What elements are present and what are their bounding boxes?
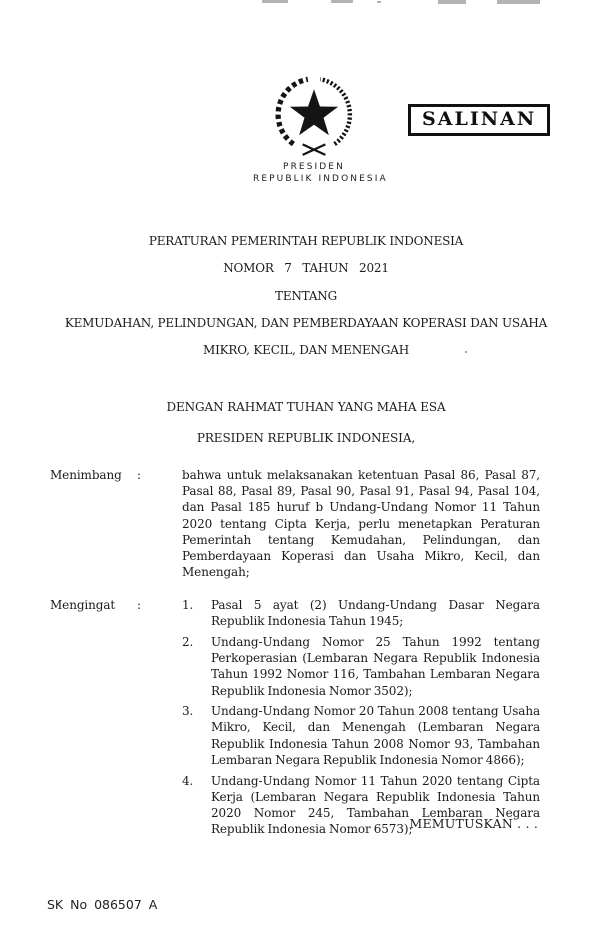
- text-line: Pasal 5 ayat (2) Undang-Undang Dasar Negara: [211, 598, 540, 612]
- title-line-regulation: PERATURAN PEMERINTAH REPUBLIK INDONESIA: [148, 234, 464, 248]
- menimbang-body: [182, 467, 540, 580]
- scan-artifact: [262, 0, 288, 3]
- text-line: Menengah;: [182, 565, 250, 580]
- item-text: [211, 634, 540, 699]
- text-line: bahwa untuk melaksanakan ketentuan Pasal 86, Pasal 87,: [182, 468, 540, 482]
- item-number: 3.: [182, 704, 194, 719]
- grace-line: DENGAN RAHMAT TUHAN YANG MAHA ESA: [166, 400, 446, 414]
- text-line: Undang-Undang Nomor 11 Tahun 2020 tentang Cipta: [211, 773, 540, 788]
- presidential-emblem: [253, 70, 388, 185]
- item-number: 2.: [182, 634, 194, 649]
- memutuskan-marker: MEMUTUSKAN . . .: [409, 816, 538, 831]
- title-line-number: NOMOR 7 TAHUN 2021: [223, 261, 389, 276]
- text-line: Tahun 1992 Nomor 116, Tambahan Lembaran Negara: [211, 667, 540, 682]
- text-line: Kerja (Lembaran Negara Republik Indonesia Tahun: [211, 789, 540, 804]
- star-wreath-emblem-icon: [270, 70, 358, 161]
- mengingat-label: Mengingat: [50, 598, 116, 612]
- text-line: Republik Indonesia Tahun 2008 Nomor 93, Tambahan: [211, 736, 540, 751]
- text-line: Pasal 88, Pasal 89, Pasal 90, Pasal 91, Pasal 94, Pasal 104,: [182, 484, 540, 499]
- text-line: Lembaran Negara Republik Indonesia Nomor 4866);: [211, 752, 525, 767]
- mengingat-body: [182, 597, 540, 837]
- menimbang-colon: :: [137, 468, 141, 482]
- institution-name-line2: REPUBLIK INDONESIA: [253, 174, 388, 184]
- text-line: 2020 Nomor 245, Tambahan Lembaran Negara: [211, 805, 540, 820]
- text-line: Pemerintah tentang Kemudahan, Pelindungan, dan: [182, 532, 540, 547]
- institution-name-line1: PRESIDEN: [283, 162, 345, 172]
- text-line: Pemberdayaan Koperasi dan Usaha Mikro, Kecil, dan: [182, 549, 540, 564]
- item-number: 4.: [182, 773, 194, 788]
- salinan-stamp: SALINAN: [408, 104, 550, 136]
- mengingat-colon: :: [137, 598, 141, 612]
- document-title: [28, 228, 584, 364]
- mengingat-item-2: [182, 634, 540, 699]
- text-line: Republik Indonesia Tahun 1945;: [211, 614, 404, 629]
- scan-artifact: [377, 1, 381, 3]
- text-line: 2020 tentang Cipta Kerja, perlu menetapkan Peraturan: [182, 516, 540, 531]
- text-line: Undang-Undang Nomor 20 Tahun 2008 tentang Usaha: [211, 704, 540, 719]
- scan-artifact: [438, 0, 466, 4]
- scan-artifact: [331, 0, 353, 3]
- text-line: Republik Indonesia Nomor 6573);: [211, 822, 413, 837]
- title-line-subject-1: KEMUDAHAN, PELINDUNGAN, DAN PEMBERDAYAAN KOPERASI DAN USAHA: [64, 315, 548, 330]
- authority-line: PRESIDEN REPUBLIK INDONESIA,: [196, 431, 416, 445]
- text-line: Undang-Undang Nomor 25 Tahun 1992 tentang: [211, 634, 540, 649]
- sk-serial-number: SK No 086507 A: [47, 897, 158, 912]
- scan-artifact: [497, 0, 540, 4]
- mengingat-item-1: [182, 597, 540, 629]
- title-line-subject-2: MIKRO, KECIL, DAN MENENGAH: [203, 343, 409, 358]
- mengingat-section: [50, 597, 540, 837]
- item-number: 1.: [182, 598, 194, 612]
- menimbang-label: Menimbang: [50, 468, 122, 482]
- item-text: [211, 703, 540, 768]
- mengingat-item-3: [182, 703, 540, 768]
- title-line-tentang: TENTANG: [275, 288, 337, 303]
- text-line: dan Pasal 185 huruf b Undang-Undang Nomor 11 Tahun: [182, 500, 540, 515]
- text-line: Republik Indonesia Nomor 3502);: [211, 683, 413, 698]
- item-text: [211, 597, 540, 629]
- text-line: Perkoperasian (Lembaran Negara Republik Indonesia: [211, 651, 540, 666]
- menimbang-section: [50, 467, 540, 580]
- text-line: Mikro, Kecil, dan Menengah (Lembaran Negara: [211, 720, 540, 735]
